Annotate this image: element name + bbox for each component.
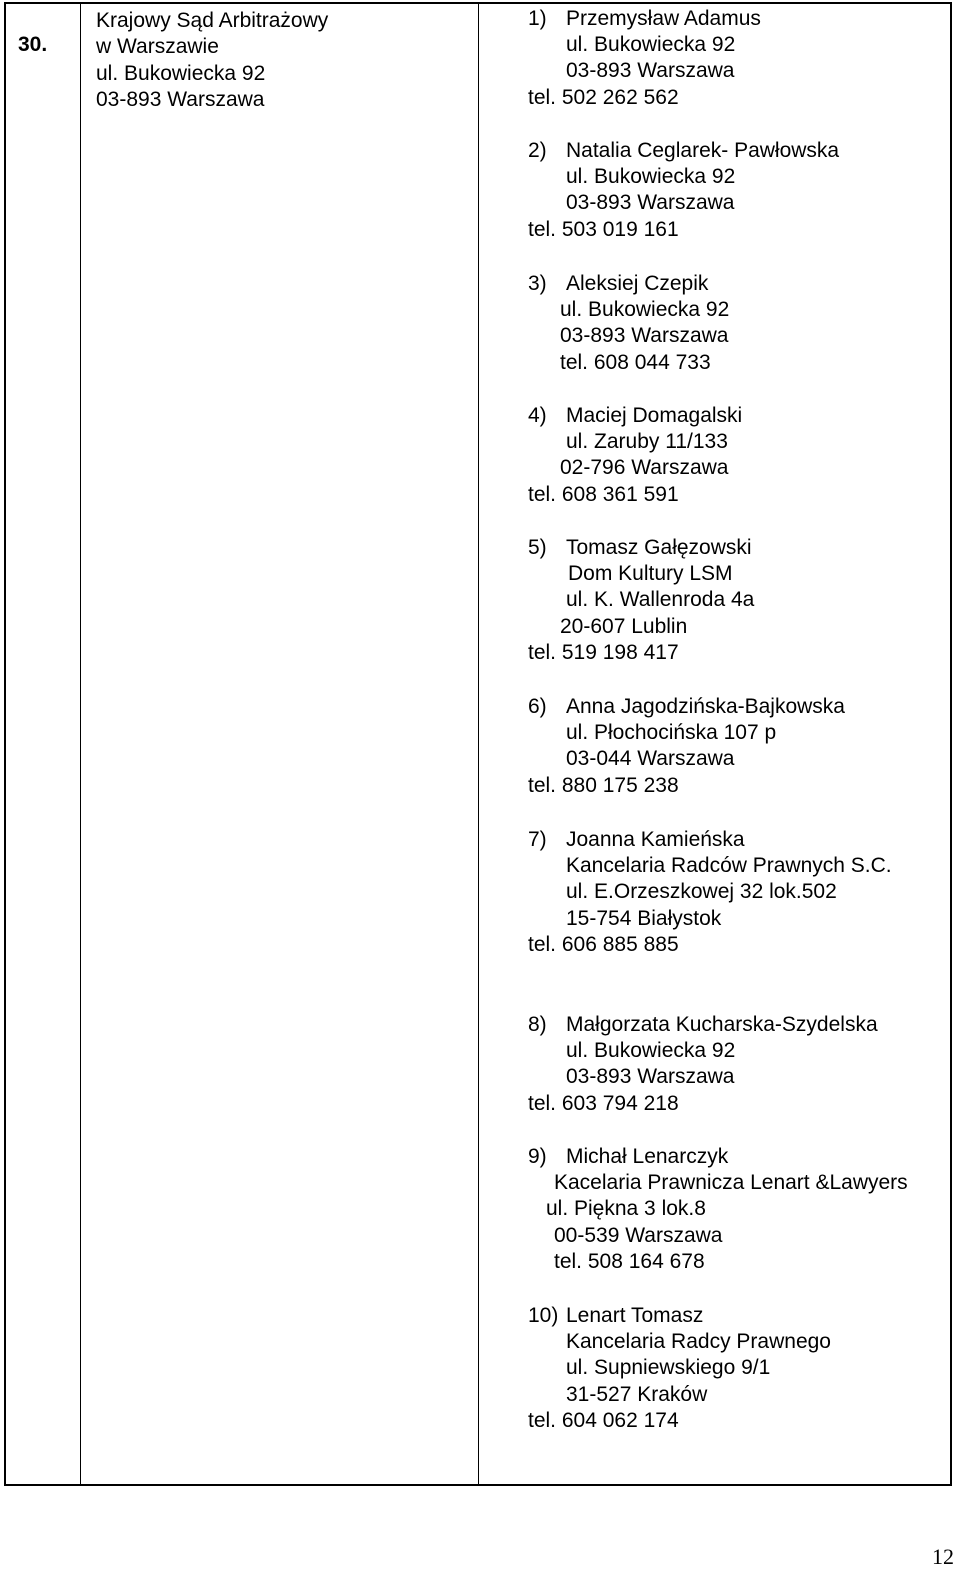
- arbitrator-address-line: Kancelaria Radcy Prawnego: [566, 1330, 831, 1353]
- arbitrator-address-line: Kancelaria Radców Prawnych S.C.: [566, 854, 892, 877]
- arbitrator-address-line: Dom Kultury LSM: [568, 562, 733, 585]
- arbitrator-name: Aleksiej Czepik: [566, 272, 709, 295]
- arbitrator-address-line: ul. Płochocińska 107 p: [566, 721, 777, 744]
- column-divider-1: [80, 4, 81, 1484]
- arbitrator-address-line: 02-796 Warszawa: [560, 456, 729, 479]
- arbitrator-address-line: 15-754 Białystok: [566, 907, 722, 930]
- arbitrator-name: Anna Jagodzińska-Bajkowska: [566, 695, 845, 718]
- arbitrator-address-line: ul. Bukowiecka 92: [566, 33, 736, 56]
- arbitrator-address-line: ul. E.Orzeszkowej 32 lok.502: [566, 880, 837, 903]
- arbitrator-address-line: ul. Bukowiecka 92: [566, 1039, 736, 1062]
- arbitrator-name: Małgorzata Kucharska-Szydelska: [566, 1013, 878, 1036]
- arbitrator-address-line: 00-539 Warszawa: [554, 1224, 723, 1247]
- arbitrator-address-line: ul. Zaruby 11/133: [566, 430, 728, 453]
- court-name-line2: w Warszawie: [96, 35, 219, 59]
- arbitrator-address-line: 03-893 Warszawa: [566, 191, 735, 214]
- arbitrator-name: Maciej Domagalski: [566, 404, 743, 427]
- arbitrator-number: 1): [528, 7, 547, 30]
- arbitrator-number: 4): [528, 404, 547, 427]
- arbitrator-address-line: 03-893 Warszawa: [566, 59, 735, 82]
- arbitrator-phone: tel. 502 262 562: [528, 86, 679, 109]
- arbitrator-phone: tel. 880 175 238: [528, 774, 679, 797]
- arbitrator-name: Natalia Ceglarek- Pawłowska: [566, 139, 840, 162]
- arbitrator-phone: tel. 604 062 174: [528, 1409, 679, 1432]
- arbitrator-address-line: ul. Supniewskiego 9/1: [566, 1356, 771, 1379]
- court-city: 03-893 Warszawa: [96, 88, 265, 112]
- arbitrator-phone: tel. 503 019 161: [528, 218, 679, 241]
- arbitrator-name: Lenart Tomasz: [566, 1304, 704, 1327]
- arbitrator-number: 5): [528, 536, 547, 559]
- arbitrator-number: 2): [528, 139, 547, 162]
- arbitrator-name: Joanna Kamieńska: [566, 828, 745, 851]
- arbitrator-address-line: 03-893 Warszawa: [566, 1065, 735, 1088]
- arbitrator-phone: tel. 603 794 218: [528, 1092, 679, 1115]
- arbitrator-phone: tel. 608 361 591: [528, 483, 679, 506]
- arbitrator-number: 9): [528, 1145, 547, 1168]
- arbitrator-address-line: ul. Bukowiecka 92: [566, 165, 736, 188]
- arbitrator-number: 3): [528, 272, 547, 295]
- arbitrator-name: Przemysław Adamus: [566, 7, 761, 30]
- arbitrator-number: 10): [528, 1304, 559, 1327]
- arbitrator-phone: tel. 608 044 733: [560, 351, 711, 374]
- court-street: ul. Bukowiecka 92: [96, 61, 266, 85]
- court-name-line1: Krajowy Sąd Arbitrażowy: [96, 9, 329, 32]
- arbitrator-name: Michał Lenarczyk: [566, 1145, 729, 1168]
- column-divider-2: [478, 4, 479, 1484]
- entry-number: 30.: [18, 33, 48, 56]
- arbitrator-address-line: 03-044 Warszawa: [566, 747, 735, 770]
- arbitrators-table: [4, 2, 952, 1486]
- arbitrator-phone: tel. 606 885 885: [528, 933, 679, 956]
- arbitrator-number: 6): [528, 695, 547, 718]
- arbitrator-phone: tel. 519 198 417: [528, 641, 679, 664]
- arbitrator-address-line: ul. K. Wallenroda 4a: [566, 588, 755, 611]
- page-number: 12: [932, 1544, 954, 1569]
- arbitrator-number: 8): [528, 1013, 547, 1036]
- arbitrator-address-line: 20-607 Lublin: [560, 615, 688, 638]
- arbitrator-name: Tomasz Gałęzowski: [566, 536, 752, 559]
- arbitrator-address-line: Kacelaria Prawnicza Lenart &Lawyers: [554, 1171, 908, 1194]
- arbitrator-address-line: 31-527 Kraków: [566, 1383, 708, 1406]
- arbitrator-number: 7): [528, 828, 547, 851]
- arbitrator-address-line: ul. Bukowiecka 92: [560, 298, 730, 321]
- court-address: [96, 8, 328, 114]
- arbitrator-address-line: ul. Piękna 3 lok.8: [546, 1197, 706, 1220]
- arbitrator-phone: tel. 508 164 678: [554, 1250, 705, 1273]
- arbitrator-address-line: 03-893 Warszawa: [560, 324, 729, 347]
